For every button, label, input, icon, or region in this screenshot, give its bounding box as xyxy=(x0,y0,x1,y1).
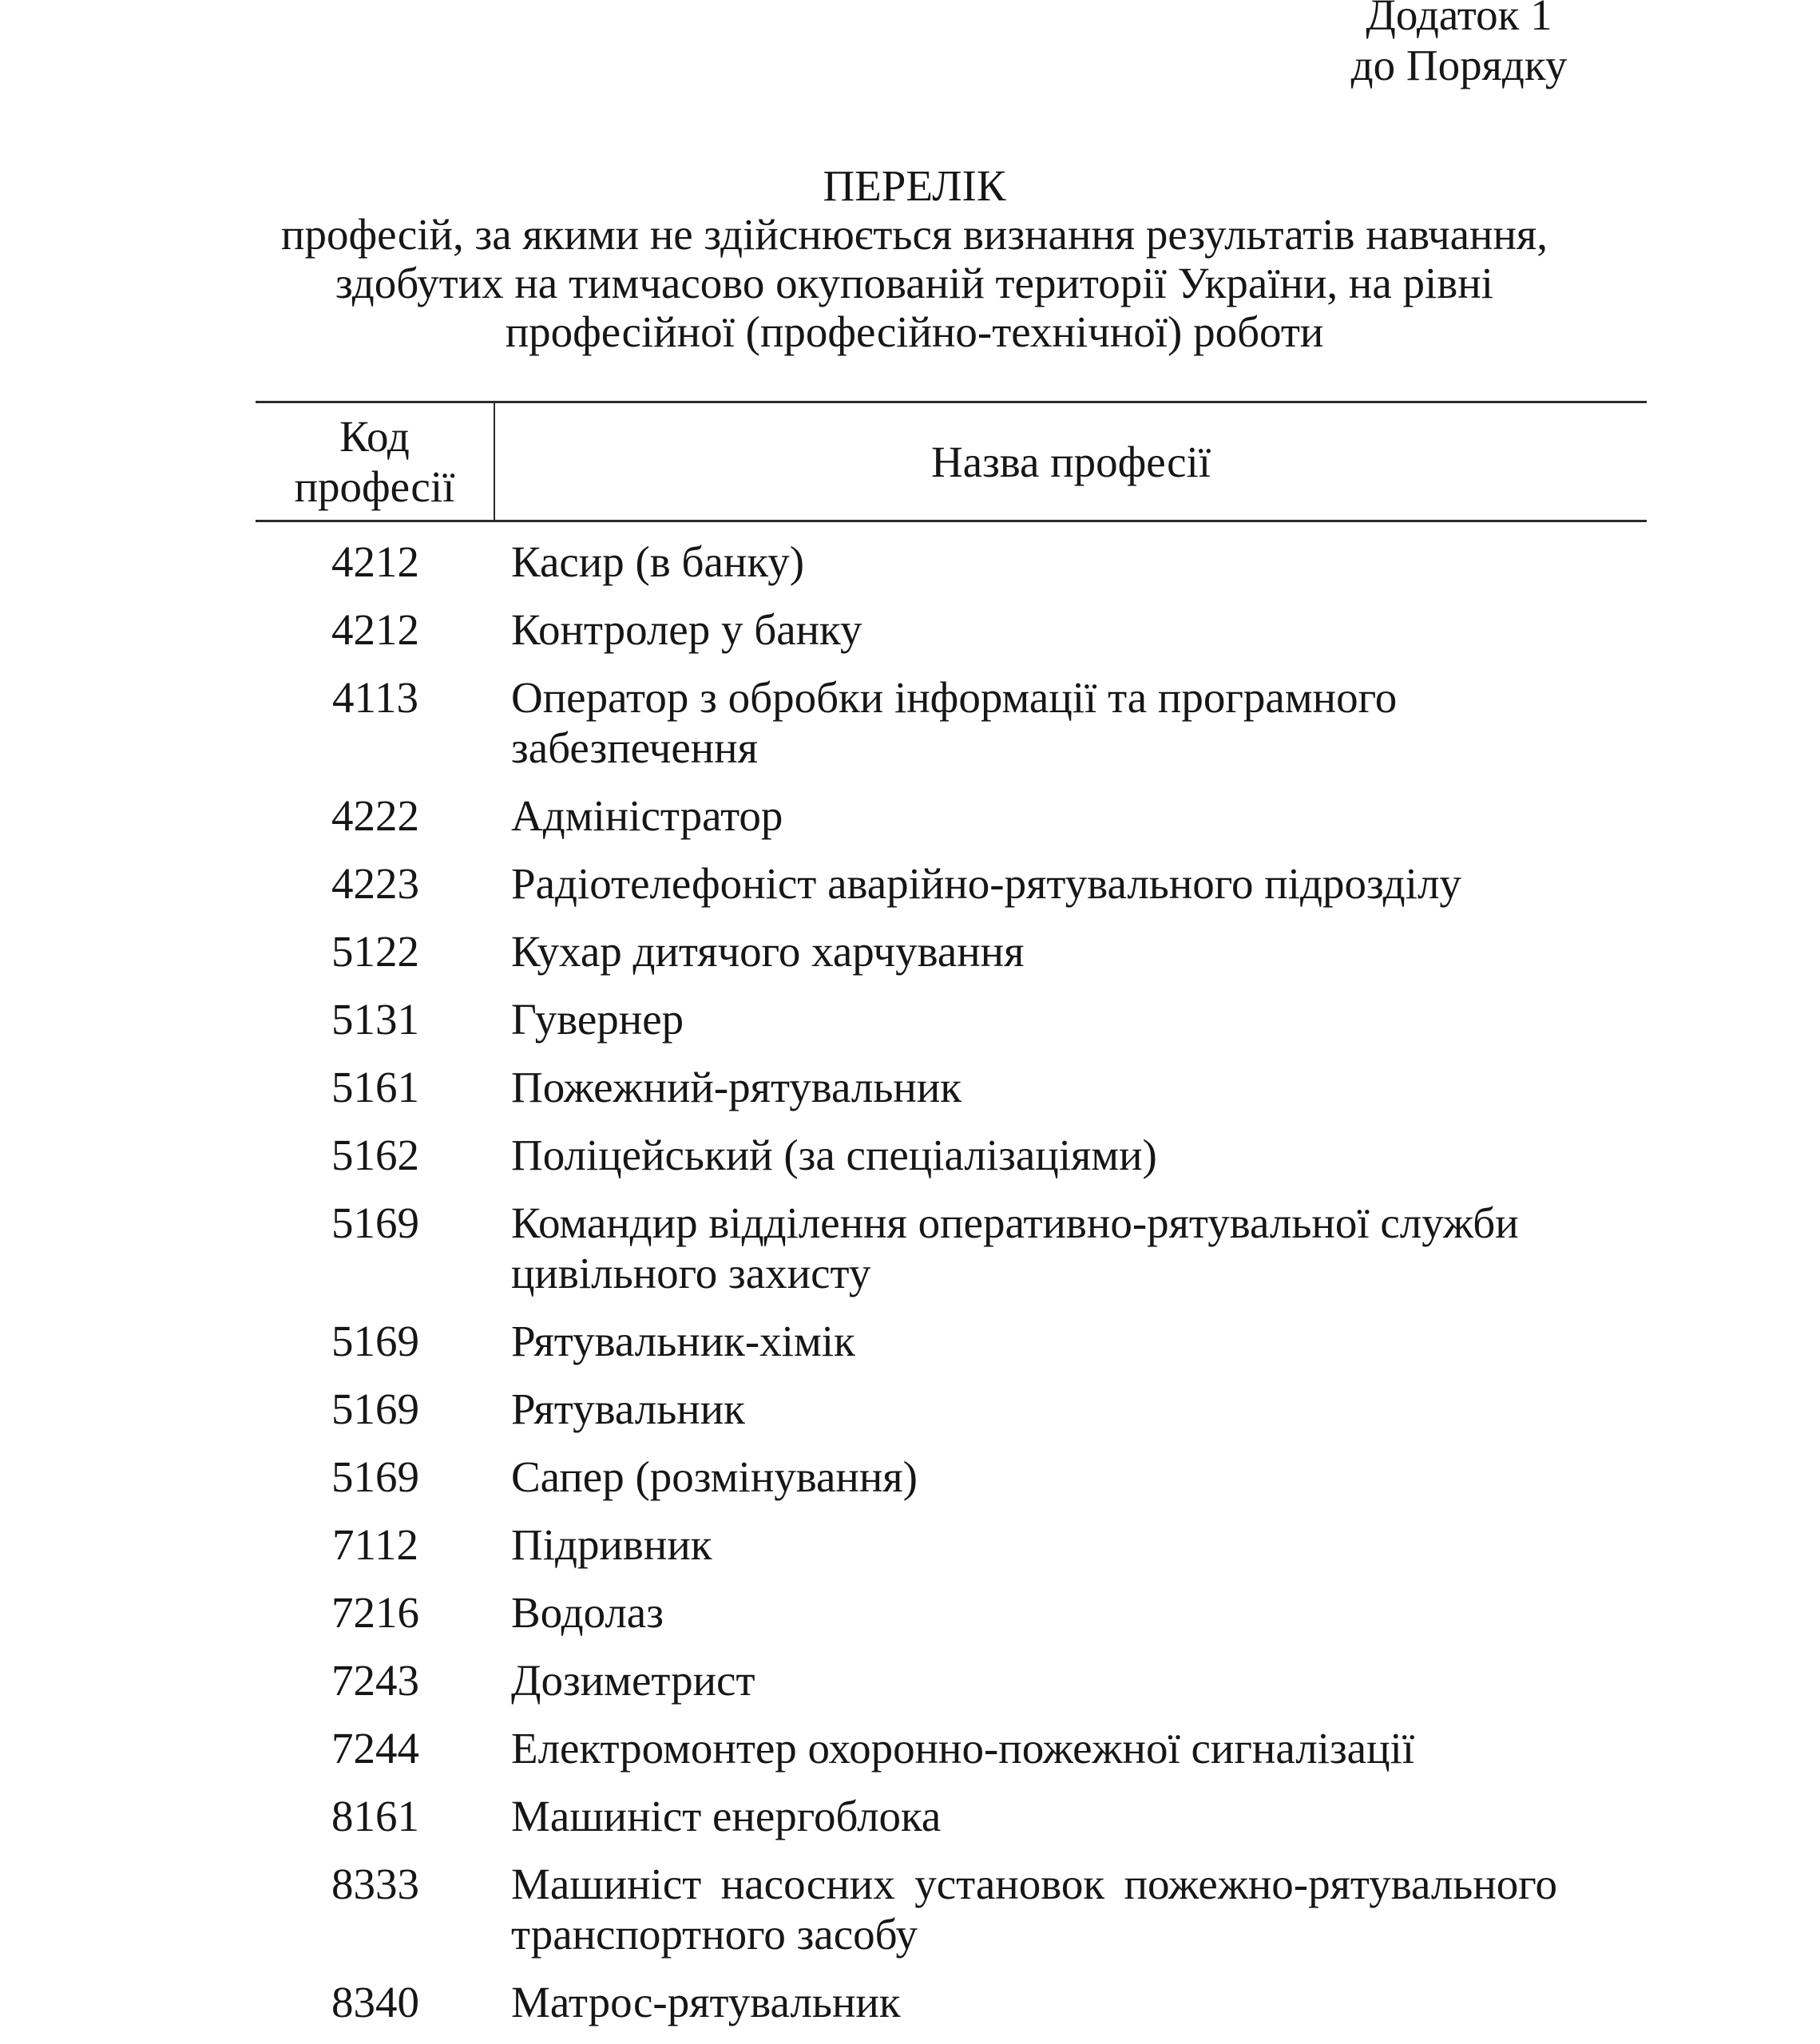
table-header xyxy=(256,401,1647,522)
profession-name: Рятувальник-хімік xyxy=(511,1317,855,1365)
profession-name: Радіотелефоніст аварійно-рятувального підрозділу xyxy=(511,859,1461,908)
document-subtitle xyxy=(219,210,1610,356)
appendix-line: до Порядку xyxy=(1350,41,1568,89)
profession-name: Контролер у банку xyxy=(511,605,862,654)
profession-name: Сапер (розмінування) xyxy=(511,1452,918,1501)
table-row xyxy=(256,858,1647,909)
profession-name: Машиніст енергоблока xyxy=(511,1792,942,1840)
profession-name: Машиніст насосних установок пожежно-рятувального транспортного засобу xyxy=(511,1860,1557,1959)
appendix-line: Додаток 1 xyxy=(1366,0,1552,39)
table-row xyxy=(256,1977,1647,2027)
table-rows xyxy=(256,522,1647,2027)
header-cell-name: Назва професії xyxy=(930,437,1211,486)
profession-name: Дозиметрист xyxy=(511,1656,755,1705)
profession-code: 5169 xyxy=(331,1384,419,1433)
profession-code: 8161 xyxy=(331,1792,419,1840)
profession-code: 5169 xyxy=(331,1452,419,1501)
profession-name: Командир відділення оперативно-рятувальної служби цивільного захисту xyxy=(511,1198,1519,1297)
table-row xyxy=(256,1791,1647,1841)
profession-code: 7216 xyxy=(331,1588,419,1637)
profession-name: Електромонтер охоронно-пожежної сигналізації xyxy=(511,1724,1415,1773)
profession-code: 7243 xyxy=(331,1656,419,1705)
profession-code: 5161 xyxy=(331,1063,419,1111)
profession-name: Кухар дитячого харчування xyxy=(511,927,1025,976)
profession-name: Гувернер xyxy=(511,995,684,1044)
table-row xyxy=(256,994,1647,1044)
table-row xyxy=(256,1519,1647,1570)
appendix-ref xyxy=(1299,0,1619,90)
table-row xyxy=(256,537,1647,587)
table-row xyxy=(256,1723,1647,1773)
table-row xyxy=(256,1587,1647,1638)
profession-code: 5169 xyxy=(331,1198,419,1247)
table-row xyxy=(256,1198,1647,1298)
professions-table xyxy=(256,401,1647,2044)
profession-name: Адміністратор xyxy=(511,791,783,840)
profession-code: 5162 xyxy=(331,1131,419,1179)
profession-code: 8333 xyxy=(331,1860,419,1908)
document-title: ПЕРЕЛІК xyxy=(823,161,1006,210)
profession-code: 8340 xyxy=(331,1978,419,2026)
profession-name: Поліцейський (за спеціалізаціями) xyxy=(511,1131,1157,1179)
table-row xyxy=(256,672,1647,773)
table-row xyxy=(256,1316,1647,1366)
profession-code: 4113 xyxy=(332,673,418,722)
profession-code: 4212 xyxy=(331,605,419,654)
profession-name: Касир (в банку) xyxy=(511,537,805,586)
profession-name: Рятувальник xyxy=(511,1384,745,1433)
profession-name: Водолаз xyxy=(511,1588,664,1637)
table-row xyxy=(256,790,1647,841)
title-block xyxy=(219,161,1610,356)
profession-code: 7244 xyxy=(331,1724,419,1773)
profession-code: 5122 xyxy=(331,927,419,976)
profession-code: 5169 xyxy=(331,1317,419,1365)
profession-name: Пожежний-рятувальник xyxy=(511,1063,962,1111)
subtitle-line: професійної (професійно-технічної) роботи xyxy=(505,307,1324,356)
profession-code: 4222 xyxy=(331,791,419,840)
subtitle-line: професій, за якими не здійснюється визнання результатів навчання, xyxy=(281,210,1548,259)
table-row xyxy=(256,1062,1647,1112)
profession-code: 7112 xyxy=(332,1520,418,1569)
profession-name: Оператор з обробки інформації та програмного забезпечення xyxy=(511,673,1398,772)
profession-code: 4223 xyxy=(331,859,419,908)
header-cell-code: Код професії xyxy=(256,403,495,520)
table-row xyxy=(256,926,1647,976)
table-row xyxy=(256,1452,1647,1502)
subtitle-line: здобутих на тимчасово окупованій території України, на рівні xyxy=(335,259,1493,307)
profession-name: Матрос-рятувальник xyxy=(511,1978,901,2026)
table-row xyxy=(256,1384,1647,1434)
table-row xyxy=(256,1859,1647,1959)
table-row xyxy=(256,1655,1647,1705)
table-row xyxy=(256,604,1647,655)
profession-code: 4212 xyxy=(331,537,419,586)
profession-name: Підривник xyxy=(511,1520,712,1569)
table-row xyxy=(256,1130,1647,1180)
profession-code: 5131 xyxy=(331,995,419,1044)
